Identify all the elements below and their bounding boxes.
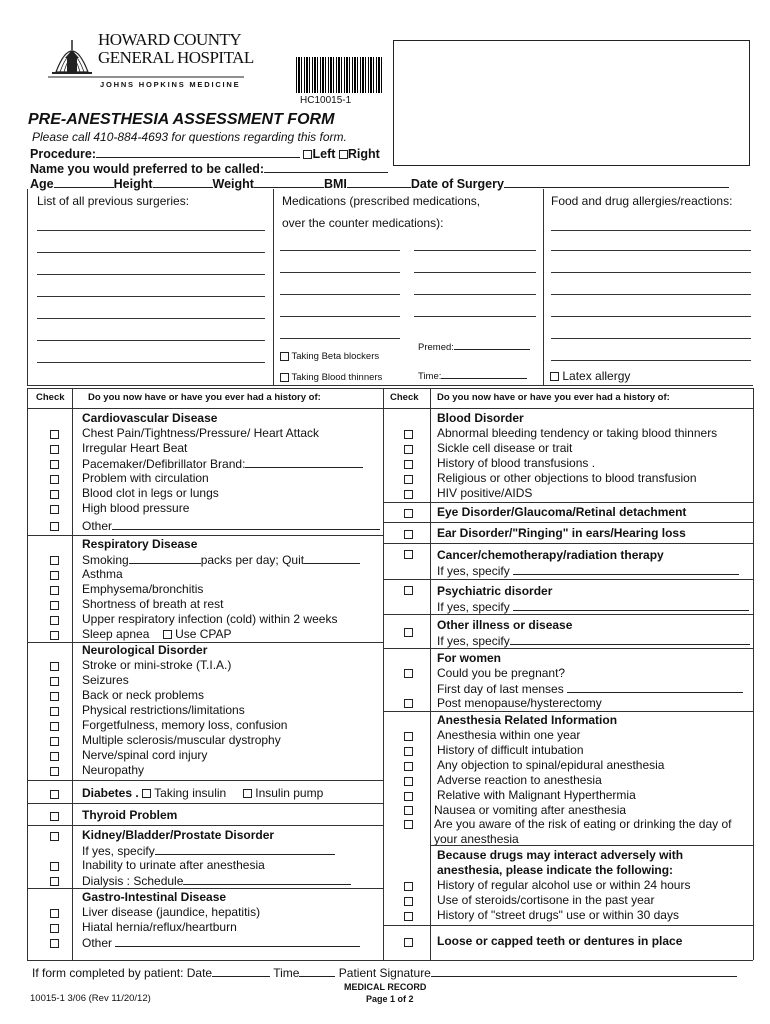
surgery-line[interactable]	[37, 296, 265, 297]
checkbox[interactable]	[404, 762, 413, 771]
question-header-right: Do you now have or have you ever had a history of:	[437, 392, 670, 403]
list-item: If yes, specify	[437, 633, 750, 648]
insulin-checkbox[interactable]	[142, 789, 151, 798]
premed-field[interactable]	[454, 340, 530, 350]
thinners-label: Taking Blood thinners	[291, 372, 383, 383]
list-item: Abnormal bleeding tendency or taking blood thinners	[437, 426, 718, 440]
allergy-line[interactable]	[551, 338, 751, 339]
surgery-line[interactable]	[37, 230, 265, 231]
surgery-line[interactable]	[37, 340, 265, 341]
procedure-label: Procedure:	[30, 147, 96, 161]
cancer-heading: Cancer/chemotherapy/radiation therapy	[437, 548, 664, 562]
allergy-line[interactable]	[551, 294, 751, 295]
premed-label: Premed:	[418, 342, 454, 353]
list-item: Sleep apnea Use CPAP	[82, 627, 232, 641]
gastro-heading: Gastro-Intestinal Disease	[82, 890, 227, 904]
form-title: PRE-ANESTHESIA ASSESSMENT FORM	[28, 111, 335, 128]
list-item: If yes, specify	[82, 843, 335, 858]
checkbox[interactable]	[50, 662, 59, 671]
checkbox[interactable]	[50, 790, 59, 799]
medication-line[interactable]	[280, 316, 400, 317]
surgeries-label: List of all previous surgeries:	[37, 194, 190, 208]
preferred-name-label: Name you would preferred to be called:	[30, 162, 265, 176]
checkbox[interactable]	[50, 737, 59, 746]
checkbox[interactable]	[404, 475, 413, 484]
check-header-left: Check	[36, 392, 65, 403]
list-item: Could you be pregnant?	[437, 666, 566, 680]
list-item: If yes, specify	[437, 599, 749, 614]
medication-line[interactable]	[414, 272, 536, 273]
checkbox[interactable]	[404, 628, 413, 637]
latex-label: Latex allergy	[562, 369, 631, 383]
list-item: Blood clot in legs or lungs	[82, 486, 219, 500]
list-item: Anesthesia within one year	[437, 728, 581, 742]
list-item: HIV positive/AIDS	[437, 486, 533, 500]
procedure-field[interactable]	[96, 146, 300, 158]
list-item: Multiple sclerosis/muscular dystrophy	[82, 733, 281, 747]
list-item: Are you aware of the risk of eating or drinking the day of	[434, 817, 732, 831]
list-item: Chest Pain/Tightness/Pressure/ Heart Attack	[82, 426, 319, 440]
time-row	[418, 369, 527, 382]
resp-heading: Respiratory Disease	[82, 537, 198, 551]
surgery-line[interactable]	[37, 318, 265, 319]
checkbox[interactable]	[50, 522, 59, 531]
smoking-field[interactable]	[129, 552, 201, 564]
allergy-line[interactable]	[551, 250, 751, 251]
checkbox[interactable]	[404, 509, 413, 518]
checkbox[interactable]	[50, 752, 59, 761]
checkbox[interactable]	[404, 820, 413, 829]
checkbox[interactable]	[404, 669, 413, 678]
preferred-name-field[interactable]	[264, 161, 388, 173]
page-number: Page 1 of 2	[366, 994, 414, 1004]
allergy-line[interactable]	[551, 230, 751, 231]
hospital-name-line1: HOWARD COUNTY	[98, 30, 242, 49]
list-item: your anesthesia	[434, 832, 519, 846]
checkbox[interactable]	[404, 938, 413, 947]
illness-heading: Other illness or disease	[437, 618, 573, 632]
time-field[interactable]	[441, 369, 527, 379]
checkbox[interactable]	[50, 505, 59, 514]
medications-label: Medications (prescribed medications,	[282, 194, 481, 208]
bmi-label: BMI	[323, 177, 347, 191]
list-item: Inability to urinate after anesthesia	[82, 858, 265, 872]
checkbox[interactable]	[50, 877, 59, 886]
procedure-row	[30, 146, 380, 161]
list-item: Religious or other objections to blood transfusion	[437, 471, 697, 485]
cardio-other-field[interactable]	[112, 518, 380, 530]
teeth-heading: Loose or capped teeth or dentures in place	[437, 934, 683, 948]
medication-line[interactable]	[414, 294, 536, 295]
checkbox[interactable]	[404, 732, 413, 741]
hospital-name-line2: GENERAL HOSPITAL	[98, 48, 254, 67]
affiliation: JOHNS HOPKINS MEDICINE	[100, 80, 241, 89]
list-item: Other	[82, 935, 360, 950]
anes-heading: Anesthesia Related Information	[437, 713, 618, 727]
list-item: Nausea or vomiting after anesthesia	[434, 803, 627, 817]
list-item: Problem with circulation	[82, 471, 209, 485]
list-item: Back or neck problems	[82, 688, 205, 702]
dialysis-field[interactable]	[183, 873, 351, 885]
checkbox[interactable]	[404, 747, 413, 756]
weight-field[interactable]	[254, 176, 324, 188]
list-item: Adverse reaction to anesthesia	[437, 773, 602, 787]
list-item: Asthma	[82, 567, 123, 581]
checkbox[interactable]	[404, 586, 413, 595]
checkbox[interactable]	[404, 490, 413, 499]
form-number: 10015-1 3/06 (Rev 11/20/12)	[30, 993, 151, 1004]
surgery-line[interactable]	[37, 362, 265, 363]
checkbox[interactable]	[404, 882, 413, 891]
list-item: Hiatal hernia/reflux/heartburn	[82, 920, 237, 934]
list-item: History of difficult intubation	[437, 743, 584, 757]
checkbox[interactable]	[50, 631, 59, 640]
thinners-row	[280, 372, 382, 383]
check-header-right: Check	[390, 392, 419, 403]
bmi-field[interactable]	[347, 176, 411, 188]
list-item: High blood pressure	[82, 501, 190, 515]
checkbox[interactable]	[50, 475, 59, 484]
completion-row: If form completed by patient: Date Time Patient Signature	[32, 965, 737, 980]
right-label: Right	[347, 147, 380, 161]
drugs-heading-cont: anesthesia, please indicate the following:	[437, 863, 674, 877]
checkbox[interactable]	[404, 445, 413, 454]
allergy-line[interactable]	[551, 360, 751, 361]
height-field[interactable]	[153, 176, 213, 188]
list-item: Physical restrictions/limitations	[82, 703, 245, 717]
checkbox[interactable]	[50, 677, 59, 686]
checkbox[interactable]	[50, 490, 59, 499]
list-item: History of regular alcohol use or within 24 hours	[437, 878, 691, 892]
ear-heading: Ear Disorder/"Ringing" in ears/Hearing loss	[437, 526, 686, 540]
checkbox[interactable]	[404, 897, 413, 906]
list-item: Other	[82, 518, 380, 533]
list-item: Pacemaker/Defibrillator Brand:	[82, 456, 363, 471]
height-label: Height	[113, 177, 153, 191]
list-item: Use of steroids/cortisone in the past year	[437, 893, 655, 907]
list-item: First day of last menses	[437, 681, 743, 696]
checkbox[interactable]	[50, 445, 59, 454]
pacemaker-brand-field[interactable]	[245, 456, 363, 468]
diabetes-row: Diabetes . Taking insulin Insulin pump	[82, 786, 324, 800]
completion-time-field[interactable]	[299, 965, 335, 977]
list-item: Stroke or mini-stroke (T.I.A.)	[82, 658, 232, 672]
list-item: Neuropathy	[82, 763, 145, 777]
contact-note: Please call 410-884-4693 for questions regarding this form.	[32, 130, 347, 144]
illness-specify-field[interactable]	[510, 633, 750, 645]
checkbox[interactable]	[50, 707, 59, 716]
psych-specify-field[interactable]	[513, 599, 749, 611]
medications-label-cont: over the counter medications):	[282, 216, 444, 230]
date-surgery-label: Date of Surgery	[410, 177, 504, 191]
cancer-specify-field[interactable]	[513, 563, 739, 575]
checkbox[interactable]	[50, 571, 59, 580]
barcode	[296, 57, 382, 93]
checkbox[interactable]	[50, 460, 59, 469]
beta-label: Taking Beta blockers	[291, 351, 380, 362]
neuro-heading: Neurological Disorder	[82, 643, 208, 657]
cardio-heading: Cardiovascular Disease	[82, 411, 218, 425]
left-label: Left	[312, 147, 336, 161]
women-heading: For women	[437, 651, 502, 665]
list-item: Sickle cell disease or trait	[437, 441, 573, 455]
checkbox[interactable]	[50, 692, 59, 701]
barcode-number: HC10015-1	[300, 95, 352, 106]
checkbox[interactable]	[404, 792, 413, 801]
right-checkbox[interactable]	[339, 150, 348, 159]
list-item: Emphysema/bronchitis	[82, 582, 204, 596]
checkbox[interactable]	[50, 722, 59, 731]
checkbox[interactable]	[50, 909, 59, 918]
checkbox[interactable]	[404, 550, 413, 559]
checkbox[interactable]	[50, 767, 59, 776]
list-item: Any objection to spinal/epidural anesthesia	[437, 758, 665, 772]
medication-line[interactable]	[280, 338, 400, 339]
surgery-line[interactable]	[37, 252, 265, 253]
list-item: Irregular Heart Beat	[82, 441, 188, 455]
beta-checkbox[interactable]	[280, 352, 289, 361]
kidney-heading: Kidney/Bladder/Prostate Disorder	[82, 828, 275, 842]
checkbox[interactable]	[404, 530, 413, 539]
blood-heading: Blood Disorder	[437, 411, 524, 425]
medication-line[interactable]	[280, 250, 400, 251]
checkbox[interactable]	[50, 812, 59, 821]
menses-field[interactable]	[567, 681, 743, 693]
list-item: Forgetfulness, memory loss, confusion	[82, 718, 288, 732]
allergy-line[interactable]	[551, 316, 751, 317]
medical-record: MEDICAL RECORD	[344, 982, 427, 992]
preferred-name-row	[30, 161, 388, 176]
checkbox[interactable]	[50, 924, 59, 933]
completion-date-field[interactable]	[212, 965, 270, 977]
checkbox[interactable]	[404, 699, 413, 708]
list-item: Dialysis : Schedule	[82, 873, 351, 888]
list-item: Liver disease (jaundice, hepatitis)	[82, 905, 261, 919]
signature-field[interactable]	[431, 965, 737, 977]
date-surgery-field[interactable]	[504, 176, 729, 188]
time-label: Time:	[418, 371, 442, 382]
checkbox[interactable]	[404, 460, 413, 469]
question-header-left: Do you now have or have you ever had a history of:	[88, 392, 321, 403]
checkbox[interactable]	[404, 912, 413, 921]
medication-line[interactable]	[280, 272, 400, 273]
drugs-heading: Because drugs may interact adversely with	[437, 848, 684, 862]
allergy-line[interactable]	[551, 272, 751, 273]
checkbox[interactable]	[50, 862, 59, 871]
cpap-checkbox[interactable]	[163, 630, 172, 639]
age-field[interactable]	[54, 176, 114, 188]
list-item: History of blood transfusions .	[437, 456, 596, 470]
checkbox[interactable]	[50, 939, 59, 948]
medication-line[interactable]	[280, 294, 400, 295]
list-item: Smoking packs per day; Quit	[82, 552, 360, 567]
checkbox[interactable]	[50, 430, 59, 439]
vitals-row	[30, 176, 729, 191]
patient-id-box[interactable]	[393, 40, 750, 166]
surgery-line[interactable]	[37, 274, 265, 275]
list-item: Nerve/spinal cord injury	[82, 748, 208, 762]
checkbox[interactable]	[404, 430, 413, 439]
checkbox[interactable]	[50, 616, 59, 625]
list-item: If yes, specify	[437, 563, 739, 578]
medication-line[interactable]	[414, 250, 536, 251]
checkbox[interactable]	[404, 777, 413, 786]
list-item: Shortness of breath at rest	[82, 597, 224, 611]
checkbox[interactable]	[50, 586, 59, 595]
kidney-specify-field[interactable]	[155, 843, 335, 855]
medication-line[interactable]	[414, 316, 536, 317]
latex-checkbox[interactable]	[550, 372, 559, 381]
eye-heading: Eye Disorder/Glaucoma/Retinal detachment	[437, 505, 687, 519]
latex-row	[550, 369, 630, 383]
gastro-other-field[interactable]	[115, 935, 360, 947]
psych-heading: Psychiatric disorder	[437, 584, 553, 598]
list-item: History of "street drugs" use or within 30 days	[437, 908, 679, 922]
pump-checkbox[interactable]	[243, 789, 252, 798]
thyroid-heading: Thyroid Problem	[82, 808, 178, 822]
thinners-checkbox[interactable]	[280, 373, 289, 382]
list-item: Upper respiratory infection (cold) within 2 weeks	[82, 612, 338, 626]
list-item: Seizures	[82, 673, 129, 687]
weight-label: Weight	[212, 177, 254, 191]
checkbox[interactable]	[50, 556, 59, 565]
age-label: Age	[30, 177, 54, 191]
quit-field[interactable]	[304, 552, 360, 564]
checkbox[interactable]	[404, 806, 413, 815]
checkbox[interactable]	[50, 832, 59, 841]
premed-row	[418, 340, 530, 353]
allergies-label: Food and drug allergies/reactions:	[551, 194, 733, 208]
list-item: Relative with Malignant Hyperthermia	[437, 788, 636, 802]
checkbox[interactable]	[50, 601, 59, 610]
list-item: Post menopause/hysterectomy	[437, 696, 602, 710]
beta-row	[280, 351, 379, 362]
